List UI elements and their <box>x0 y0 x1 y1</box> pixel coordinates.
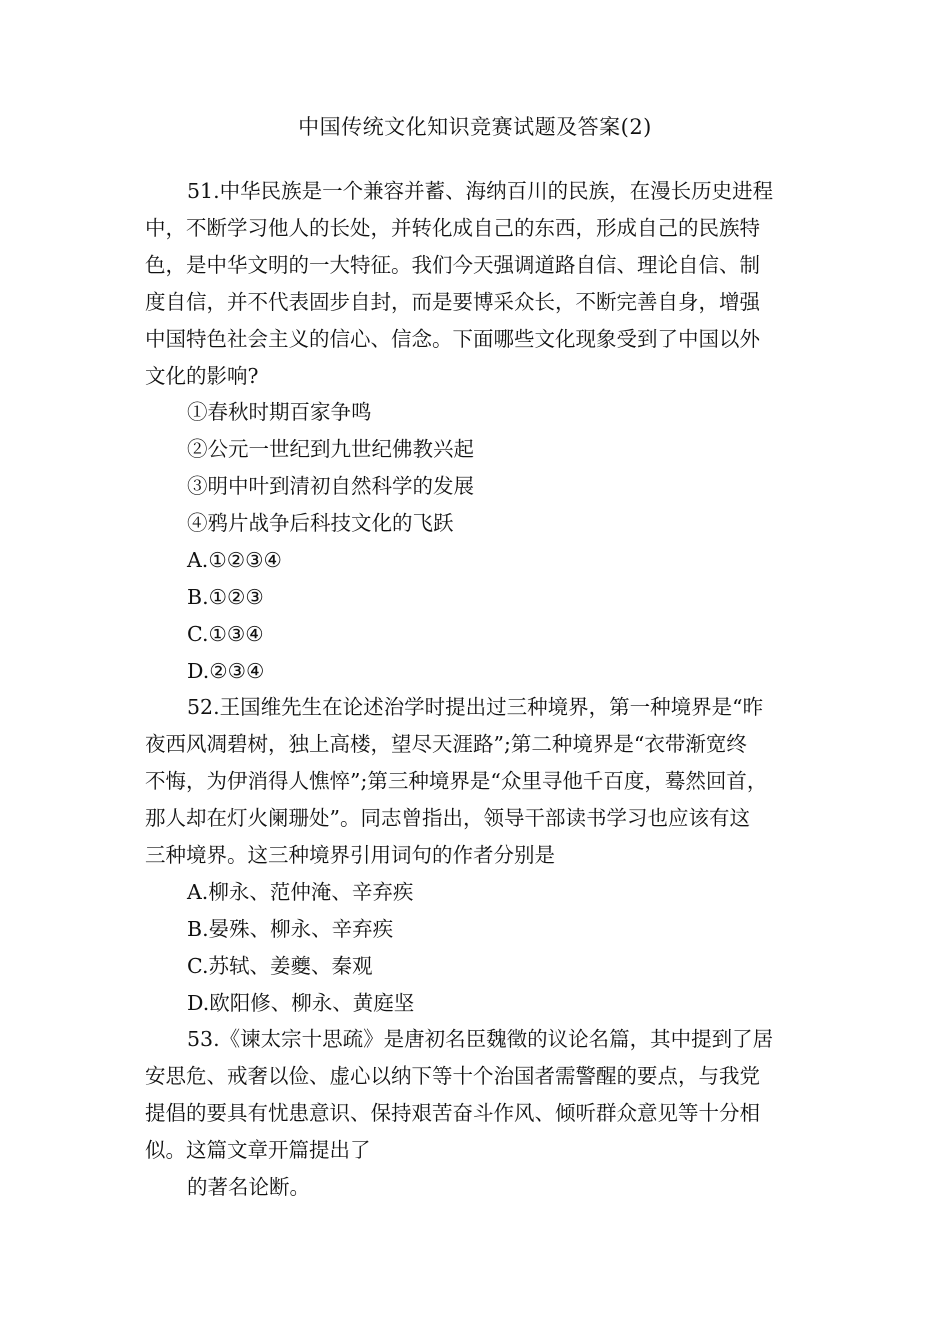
text-line: 不悔，为伊消得人憔悴”;第三种境界是“众里寻他千百度，蓦然回首， <box>145 769 768 793</box>
text-line: 中国特色社会主义的信心、信念。下面哪些文化现象受到了中国以外 <box>145 327 760 351</box>
option-item: ②公元一世纪到九世纪佛教兴起 <box>187 437 474 461</box>
text-line: 文化的影响? <box>145 364 259 388</box>
answer-choice: A.①②③④ <box>187 548 282 572</box>
text-line: 中，不断学习他人的长处，并转化成自己的东西，形成自己的民族特 <box>145 216 760 240</box>
text-line: 51.中华民族是一个兼容并蓄、海纳百川的民族，在漫长历史进程 <box>187 179 774 203</box>
answer-choice: A.柳永、范仲淹、辛弃疾 <box>187 880 414 904</box>
text-line: 安思危、戒奢以俭、虚心以纳下等十个治国者需警醒的要点，与我党 <box>145 1064 760 1088</box>
answer-choice: C.苏轼、姜夔、秦观 <box>187 954 373 978</box>
option-item: ①春秋时期百家争鸣 <box>187 400 372 424</box>
text-line: 53.《谏太宗十思疏》是唐初名臣魏徵的议论名篇，其中提到了居 <box>187 1027 774 1051</box>
option-item: ④鸦片战争后科技文化的飞跃 <box>187 511 454 535</box>
text-line: 似。这篇文章开篇提出了 <box>145 1138 371 1162</box>
answer-choice: C.①③④ <box>187 622 264 646</box>
text-line: 夜西风凋碧树，独上高楼，望尽天涯路”;第二种境界是“衣带渐宽终 <box>145 732 747 756</box>
text-line: 提倡的要具有忧患意识、保持艰苦奋斗作风、倾听群众意见等十分相 <box>145 1101 760 1125</box>
text-line: 度自信，并不代表固步自封，而是要博采众长，不断完善自身，增强 <box>145 290 760 314</box>
text-line: 那人却在灯火阑珊处”。同志曾指出，领导干部读书学习也应该有这 <box>145 806 750 830</box>
text-line: 52.王国维先生在论述治学时提出过三种境界，第一种境界是“昨 <box>187 695 764 719</box>
text-line: 色，是中华文明的一大特征。我们今天强调道路自信、理论自信、制 <box>145 253 760 277</box>
answer-choice: B.晏殊、柳永、辛弃疾 <box>187 917 394 941</box>
answer-choice: D.欧阳修、柳永、黄庭坚 <box>187 991 415 1015</box>
text-line: 三种境界。这三种境界引用词句的作者分别是 <box>145 843 555 867</box>
text-line: 的著名论断。 <box>187 1175 310 1199</box>
document-title: 中国传统文化知识竞赛试题及答案(2) <box>298 115 652 139</box>
option-item: ③明中叶到清初自然科学的发展 <box>187 474 474 498</box>
answer-choice: D.②③④ <box>187 659 265 683</box>
answer-choice: B.①②③ <box>187 585 264 609</box>
